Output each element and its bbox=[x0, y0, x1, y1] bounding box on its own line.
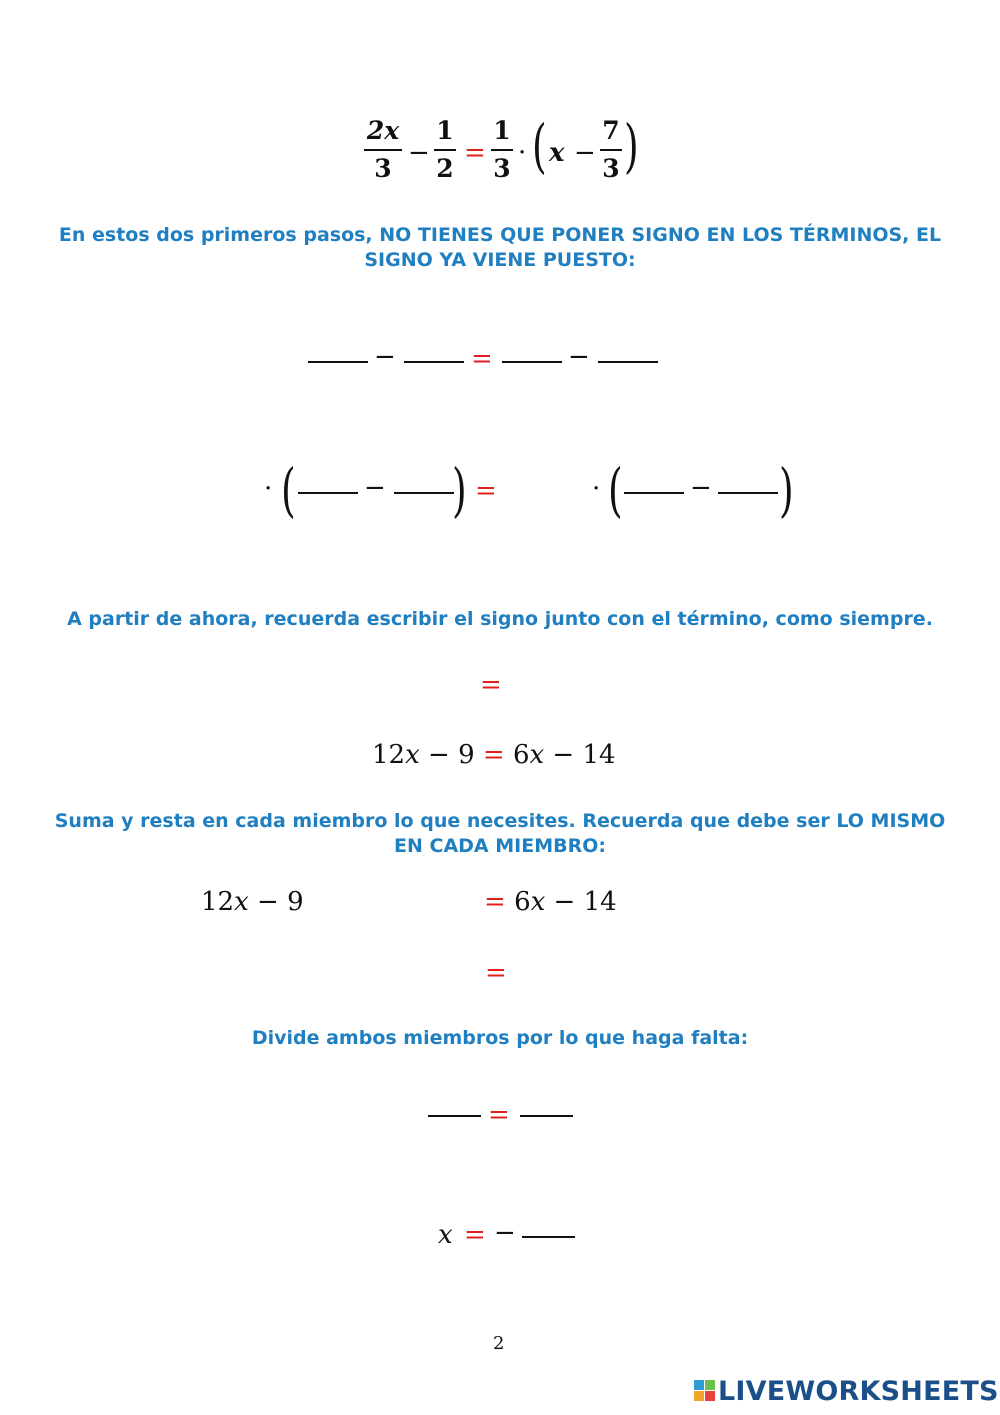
dot-operator: · bbox=[264, 474, 273, 504]
minus-sign: − bbox=[364, 473, 386, 503]
fraction-7-over-3 bbox=[598, 116, 624, 184]
answer-blank[interactable] bbox=[298, 492, 358, 494]
numerator: 2x bbox=[366, 116, 400, 145]
equals-sign: = bbox=[480, 670, 502, 700]
instruction-divide: Divide ambos miembros por lo que haga falta: bbox=[251, 1027, 749, 1049]
fraction-bar bbox=[600, 149, 622, 151]
answer-blank[interactable] bbox=[502, 361, 562, 363]
numerator: 1 bbox=[493, 116, 511, 145]
equals-sign: = bbox=[471, 344, 493, 374]
answer-blank[interactable] bbox=[394, 492, 454, 494]
minus-sign: − bbox=[574, 138, 596, 168]
simplified-right: 6x − 14 bbox=[512, 740, 616, 770]
equals-sign: = bbox=[484, 887, 506, 917]
equals-sign: = bbox=[464, 138, 486, 168]
equals-sign: = bbox=[482, 740, 505, 770]
instruction-add-subtract: Suma y resta en cada miembro lo que necesites. Recuerda que debe ser LO MISMO EN CADA MIEMBRO: bbox=[54, 810, 946, 857]
instruction-from-now: A partir de ahora, recuerda escribir el signo junto con el término, como siempre. bbox=[67, 608, 933, 630]
variable-x: x bbox=[438, 1220, 453, 1250]
answer-blank[interactable] bbox=[520, 1115, 573, 1117]
denominator: 3 bbox=[602, 154, 620, 183]
brand-name: LIVEWORKSHEETS bbox=[718, 1375, 999, 1407]
equals-sign: = bbox=[488, 1100, 510, 1130]
fraction-bar bbox=[434, 149, 456, 151]
page-number: 2 bbox=[493, 1333, 505, 1354]
dot-operator: · bbox=[518, 138, 527, 168]
logo-icon bbox=[694, 1380, 716, 1402]
minus-sign: − bbox=[374, 342, 396, 372]
fraction-bar bbox=[364, 149, 402, 151]
numerator: 1 bbox=[436, 116, 454, 145]
simplified-left: 12x − 9 bbox=[372, 740, 475, 770]
minus-sign: − bbox=[408, 138, 430, 168]
equation-left-member: 12x − 9 bbox=[201, 887, 304, 917]
minus-sign: − bbox=[568, 342, 590, 372]
right-parenthesis: ) bbox=[778, 456, 794, 524]
instruction-first-steps: En estos dos primeros pasos, NO TIENES QUE PONER SIGNO EN LOS TÉRMINOS, EL SIGNO YA VIENE PUESTO: bbox=[58, 224, 942, 271]
answer-blank[interactable] bbox=[718, 492, 778, 494]
right-parenthesis: ) bbox=[623, 112, 639, 180]
dot-operator: · bbox=[592, 474, 601, 504]
variable-x: x bbox=[549, 138, 565, 168]
denominator: 2 bbox=[436, 154, 454, 183]
answer-blank[interactable] bbox=[624, 492, 684, 494]
minus-sign: − bbox=[494, 1218, 516, 1248]
liveworksheets-logo bbox=[694, 1376, 999, 1406]
denominator: 3 bbox=[374, 154, 392, 183]
answer-blank[interactable] bbox=[428, 1115, 481, 1117]
minus-sign: − bbox=[690, 473, 712, 503]
simplified-equation bbox=[372, 740, 616, 770]
equals-sign: = bbox=[464, 1220, 486, 1250]
answer-blank[interactable] bbox=[598, 361, 658, 363]
answer-blank[interactable] bbox=[404, 361, 464, 363]
answer-blank[interactable] bbox=[308, 361, 368, 363]
left-parenthesis: ( bbox=[531, 112, 547, 180]
fraction-1-over-2 bbox=[432, 116, 458, 184]
equals-sign: = bbox=[485, 958, 507, 988]
answer-blank[interactable] bbox=[522, 1236, 575, 1238]
denominator: 3 bbox=[493, 154, 511, 183]
fraction-1-over-3 bbox=[489, 116, 515, 184]
equation-right-member: = 6x − 14 bbox=[484, 887, 617, 917]
numerator: 7 bbox=[602, 116, 620, 145]
fraction-2x-over-3 bbox=[362, 116, 404, 184]
right-parenthesis: ) bbox=[451, 456, 467, 524]
left-parenthesis: ( bbox=[607, 456, 623, 524]
equals-sign: = bbox=[475, 476, 497, 506]
left-parenthesis: ( bbox=[280, 456, 296, 524]
fraction-bar bbox=[491, 149, 513, 151]
